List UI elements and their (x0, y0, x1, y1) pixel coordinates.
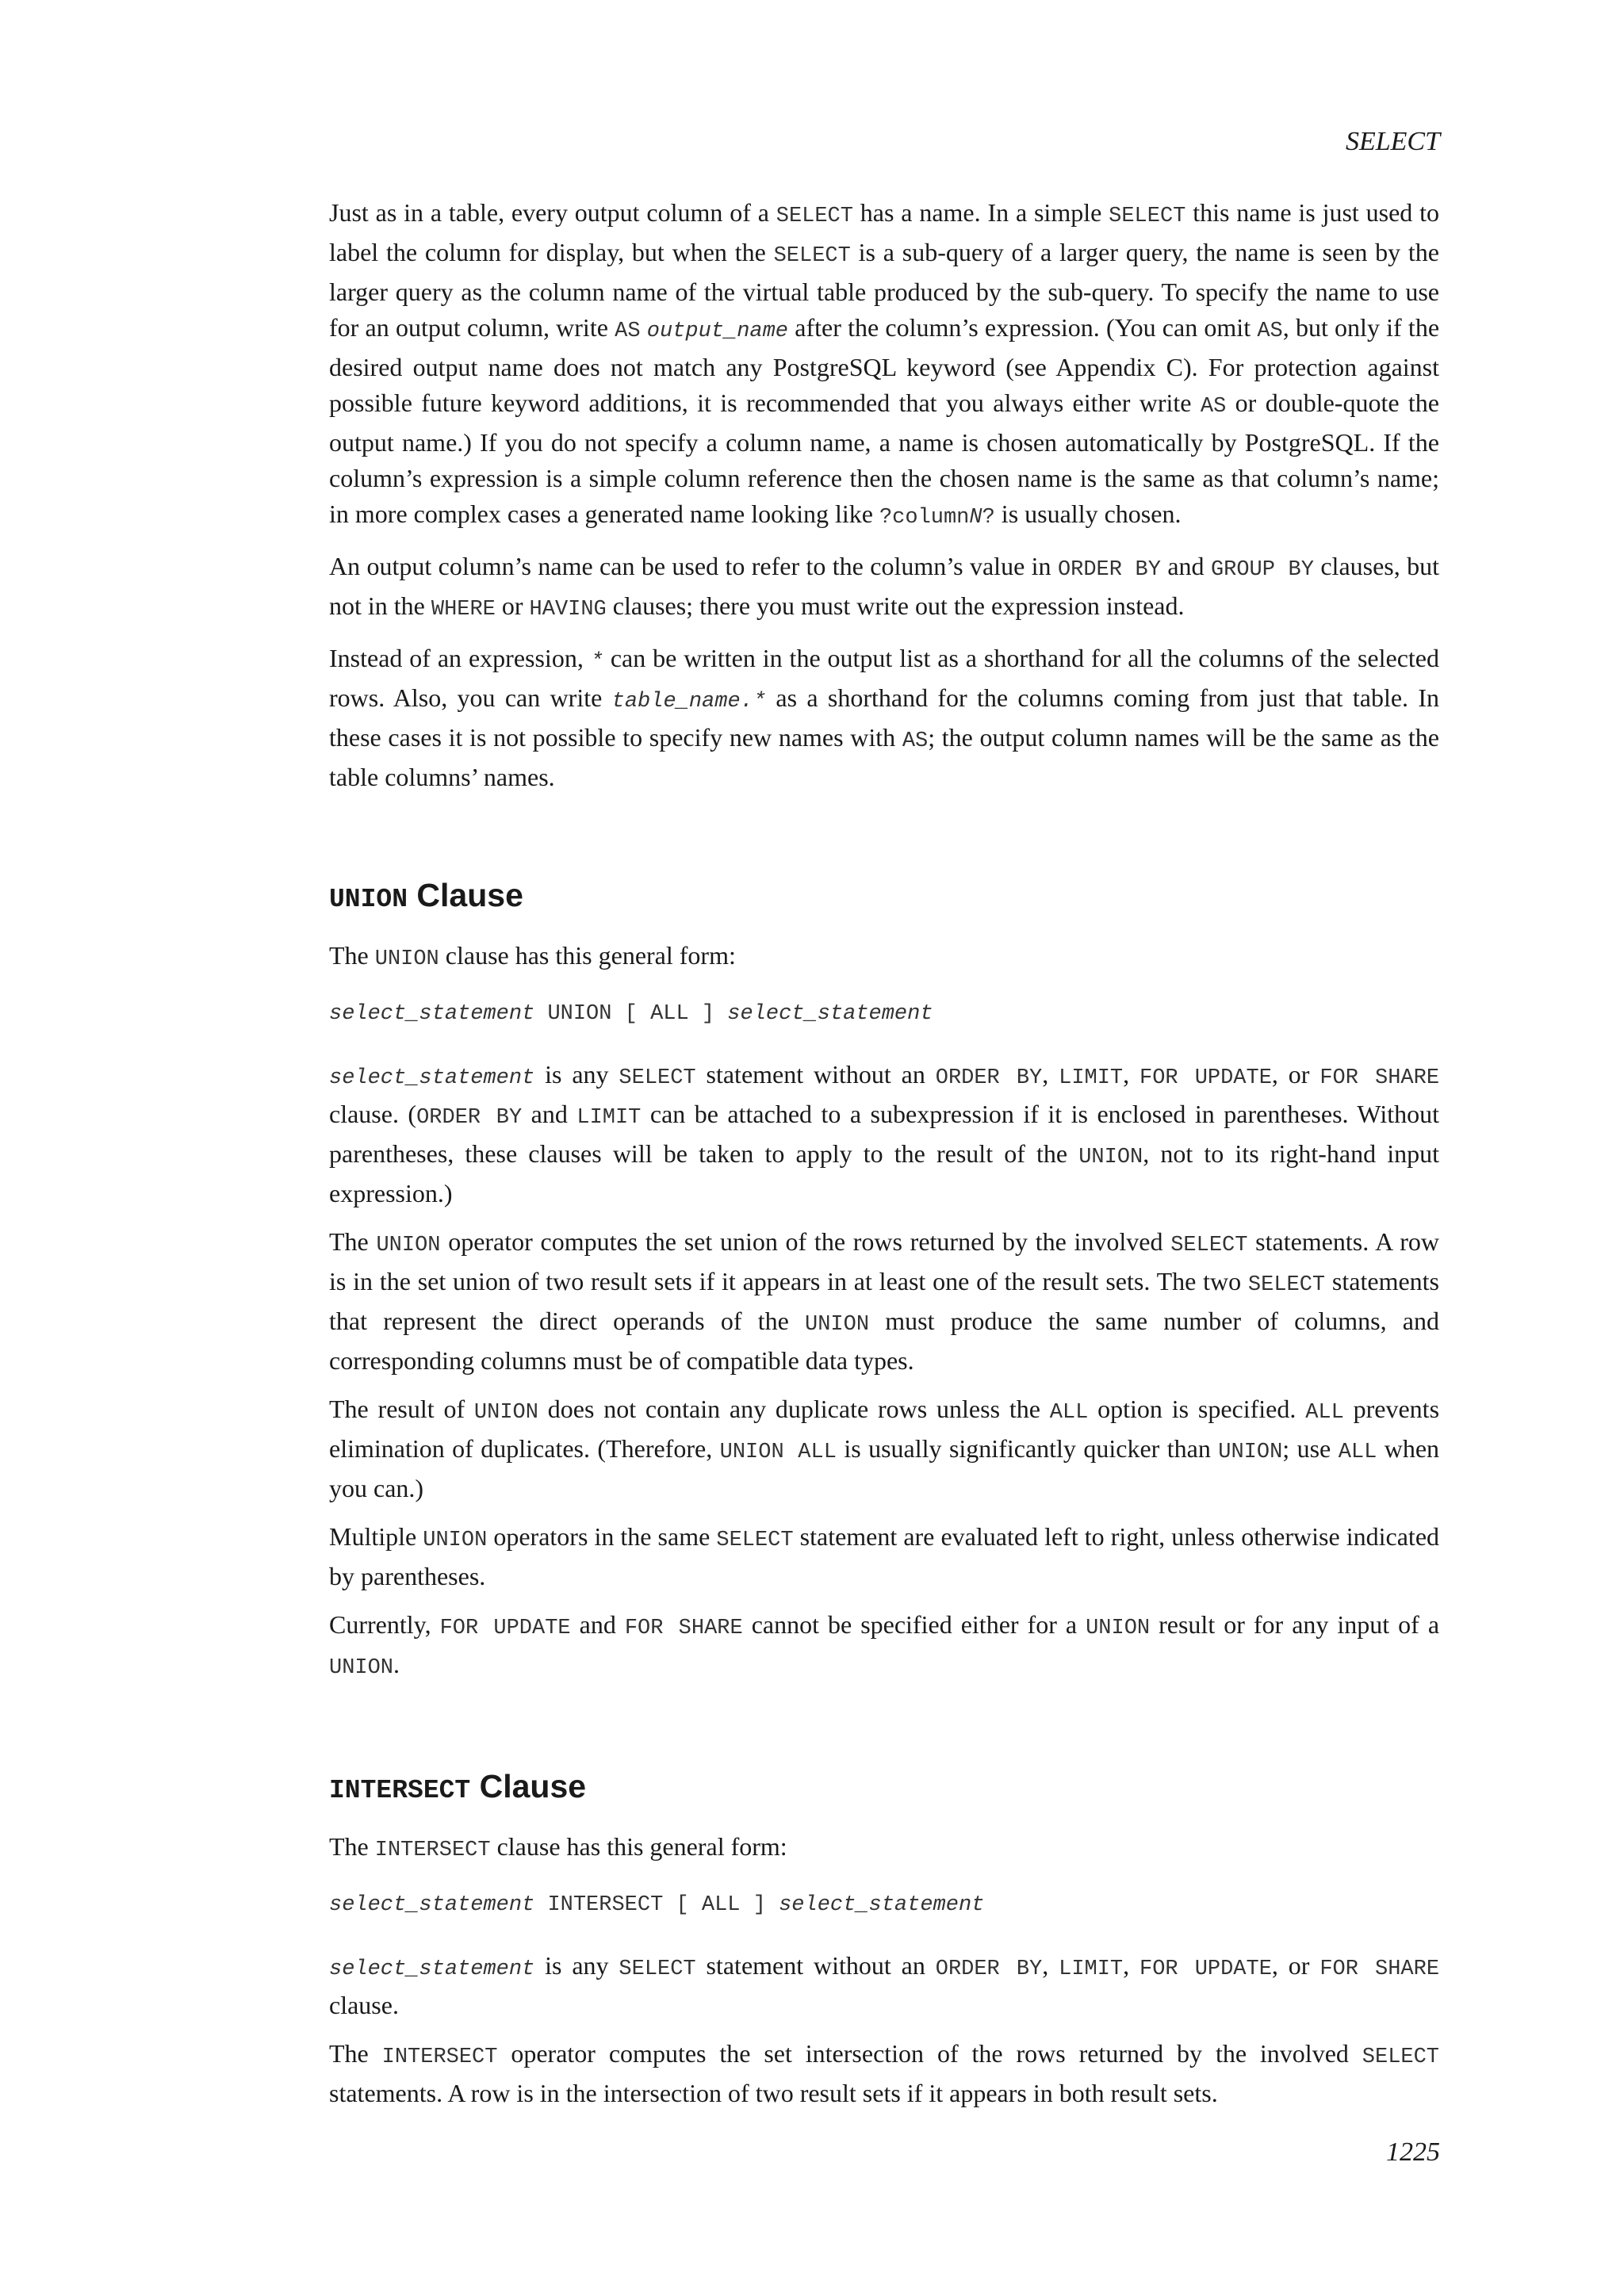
text: or double-quote the output name.) If you do not specify a column name, a name is chosen automatically by PostgreSQL. If the column’s expression is a simple column reference then the chosen name is the same as that column’s name; in more complex cases a generated name looking like (329, 388, 1440, 528)
text: operators in the same (487, 1522, 717, 1551)
text: statements. A row is in the intersection of two result sets if it appears in both result sets. (329, 2079, 1218, 2107)
text: does not contain any duplicate rows unless the (538, 1395, 1050, 1423)
code-table-name: table_name (611, 690, 741, 714)
intersect-intro (329, 1829, 1439, 1869)
text: after the column’s expression. (You can omit (788, 313, 1258, 342)
text: , (1042, 1060, 1059, 1089)
text: An output column’s name can be used to refer to the column’s value in (329, 552, 1058, 580)
code-select: SELECT (773, 244, 851, 268)
text: clause. ( (329, 1100, 417, 1128)
text: clause has this general form: (439, 941, 736, 970)
code-having: HAVING (529, 598, 607, 622)
code-dot-star: .* (740, 690, 767, 714)
code: SELECT (716, 1529, 794, 1552)
text: and (1160, 552, 1211, 580)
code-group-by: GROUP BY (1210, 558, 1314, 582)
text: Multiple (329, 1522, 423, 1551)
code: ORDER BY (935, 1957, 1043, 1981)
text: prevents elimination of duplicates. (Therefore, (329, 1395, 1440, 1463)
text: , (1123, 1060, 1140, 1089)
text: The (329, 1832, 375, 1861)
union-paragraph-1 (329, 1057, 1439, 1211)
code: SELECT (1362, 2045, 1440, 2069)
union-paragraph-3 (329, 1391, 1439, 1506)
code: UNION (329, 1656, 394, 1680)
text: when you can.) (329, 1434, 1440, 1502)
union-paragraph-4 (329, 1519, 1439, 1594)
code-as: AS (1257, 320, 1283, 343)
code-select-statement: select_statement (329, 1066, 535, 1090)
code-intersect: INTERSECT (374, 1839, 491, 1862)
text: , or (1271, 1060, 1320, 1089)
code: UNION (473, 1401, 538, 1425)
code: LIMIT (1059, 1066, 1124, 1090)
text: as a shorthand for the columns coming from just that table. In these cases it is not possible to specify new names with (329, 683, 1440, 752)
text: The (329, 1227, 377, 1256)
text: ; the output column names will be the same as the table columns’ names. (329, 723, 1440, 791)
text: clauses; there you must write out the expression instead. (606, 591, 1185, 620)
intersect-synopsis (329, 1889, 1439, 1921)
text: operator computes the set union of the rows returned by the involved (440, 1227, 1171, 1256)
code: ALL (1049, 1401, 1089, 1425)
code: FOR UPDATE (1139, 1066, 1272, 1090)
text: statements that represent the direct operands of the (329, 1267, 1440, 1335)
code: SELECT (619, 1066, 696, 1090)
code-union: UNION (374, 947, 439, 971)
text: has a name. In a simple (852, 198, 1109, 227)
heading-code: INTERSECT (329, 1776, 471, 1805)
text: is any (534, 1060, 619, 1089)
code: FOR UPDATE (439, 1617, 571, 1640)
heading-text: Clause (470, 1768, 587, 1804)
page-number: 1225 (1386, 2137, 1440, 2167)
text: must produce the same number of columns, and corresponding columns must be of compatible data types. (329, 1307, 1440, 1375)
code-output-name: output_name (646, 320, 789, 343)
code: UNION (423, 1529, 488, 1552)
synopsis-placeholder: select_statement (329, 1002, 535, 1026)
text (641, 313, 647, 342)
code: UNION (376, 1234, 441, 1257)
intersect-paragraph-1 (329, 1948, 1439, 2023)
code: UNION (805, 1313, 870, 1337)
code-as: AS (902, 729, 929, 753)
text: can be written in the output list as a shorthand for all the columns of the selected rows. Also, you can write (329, 644, 1440, 712)
text: , but only if the desired output name does not match any PostgreSQL keyword (see Appendix C). For protection against possible future keyword additions, it is recommended that you always either write (329, 313, 1440, 417)
code-order-by: ORDER BY (1057, 558, 1161, 582)
code: SELECT (1247, 1273, 1326, 1297)
code-select-statement: select_statement (329, 1957, 535, 1981)
code-star: * (590, 650, 603, 674)
text: . (393, 1650, 400, 1678)
paragraph-output-column-refs (329, 549, 1439, 628)
text: The (329, 941, 375, 970)
text: clause. (329, 1991, 399, 2019)
text: is usually significantly quicker than (836, 1434, 1219, 1463)
code-column: ?column (879, 506, 970, 530)
heading-code: UNION (329, 885, 408, 914)
code: FOR UPDATE (1139, 1957, 1272, 1981)
text: this name is just used to label the column for display, but when the (329, 198, 1440, 266)
synopsis-placeholder: select_statement (727, 1002, 933, 1026)
code: ORDER BY (935, 1066, 1043, 1090)
code: LIMIT (576, 1106, 642, 1130)
code-select: SELECT (1109, 205, 1186, 228)
text: statements. A row is in the set union of two result sets if it appears in at least one of the result sets. The two (329, 1227, 1440, 1295)
code: FOR SHARE (624, 1617, 743, 1640)
union-synopsis (329, 998, 1439, 1030)
code: LIMIT (1059, 1957, 1124, 1981)
text: clauses, but not in the (329, 552, 1440, 620)
text: is a sub-query of a larger query, the name is seen by the larger query as the column name of the virtual table produced by the sub-query. To specify the name to use for an output column, write (329, 238, 1440, 342)
synopsis-placeholder: select_statement (779, 1893, 985, 1917)
text: and (522, 1100, 577, 1128)
code-select: SELECT (776, 205, 853, 228)
text: option is specified. (1088, 1395, 1306, 1423)
code-as: AS (1200, 395, 1227, 419)
text: The (329, 2039, 382, 2068)
synopsis-placeholder: select_statement (329, 1893, 535, 1917)
section-heading-intersect (329, 1766, 1439, 1812)
code: SELECT (1170, 1234, 1248, 1257)
union-paragraph-2 (329, 1224, 1439, 1379)
code: ORDER BY (416, 1106, 523, 1130)
text: cannot be specified either for a (742, 1610, 1086, 1639)
running-header: SELECT (1345, 127, 1440, 156)
paragraph-star-shorthand (329, 641, 1439, 795)
text: , (1042, 1951, 1059, 1980)
section-heading-union (329, 874, 1439, 920)
code: ALL (1305, 1401, 1344, 1425)
text: Just as in a table, every output column of a (329, 198, 776, 227)
code-where: WHERE (431, 598, 496, 622)
code-column-n: N (969, 506, 982, 530)
code: UNION ALL (719, 1441, 837, 1464)
text: can be attached to a subexpression if it is enclosed in parentheses. Without parentheses, these clauses will be taken to apply to the result of the (329, 1100, 1440, 1168)
heading-text: Clause (408, 877, 523, 913)
code: INTERSECT (381, 2045, 498, 2069)
text: is any (534, 1951, 619, 1980)
code: UNION (1078, 1146, 1143, 1169)
text: clause has this general form: (490, 1832, 787, 1861)
code: SELECT (619, 1957, 696, 1981)
union-paragraph-5 (329, 1607, 1439, 1686)
text: , or (1271, 1951, 1320, 1980)
text: statement without an (695, 1060, 936, 1089)
text: , (1123, 1951, 1140, 1980)
text: or (495, 591, 530, 620)
text: The result of (329, 1395, 474, 1423)
code-column-suffix: ? (982, 506, 995, 530)
code: UNION (1086, 1617, 1151, 1640)
text: and (570, 1610, 625, 1639)
text: statement without an (695, 1951, 936, 1980)
code-as: AS (615, 320, 641, 343)
synopsis-keyword: UNION [ ALL ] (534, 1002, 728, 1026)
text: ; use (1282, 1434, 1339, 1463)
text: Instead of an expression, (329, 644, 591, 672)
text: operator computes the set intersection of the rows returned by the involved (497, 2039, 1362, 2068)
paragraph-output-column-names (329, 195, 1439, 536)
intersect-paragraph-2 (329, 2036, 1439, 2111)
synopsis-keyword: INTERSECT [ ALL ] (534, 1893, 779, 1917)
text: , not to its right-hand input expression.) (329, 1139, 1440, 1207)
text: result or for any input of a (1150, 1610, 1440, 1639)
text: Currently, (329, 1610, 440, 1639)
page-content (329, 195, 1439, 2124)
code: FOR SHARE (1320, 1066, 1440, 1090)
text: statement are evaluated left to right, unless otherwise indicated by parentheses. (329, 1522, 1440, 1590)
code: FOR SHARE (1320, 1957, 1440, 1981)
text: is usually chosen. (994, 499, 1182, 528)
union-intro (329, 938, 1439, 978)
code: UNION (1218, 1441, 1283, 1464)
code: ALL (1338, 1441, 1377, 1464)
